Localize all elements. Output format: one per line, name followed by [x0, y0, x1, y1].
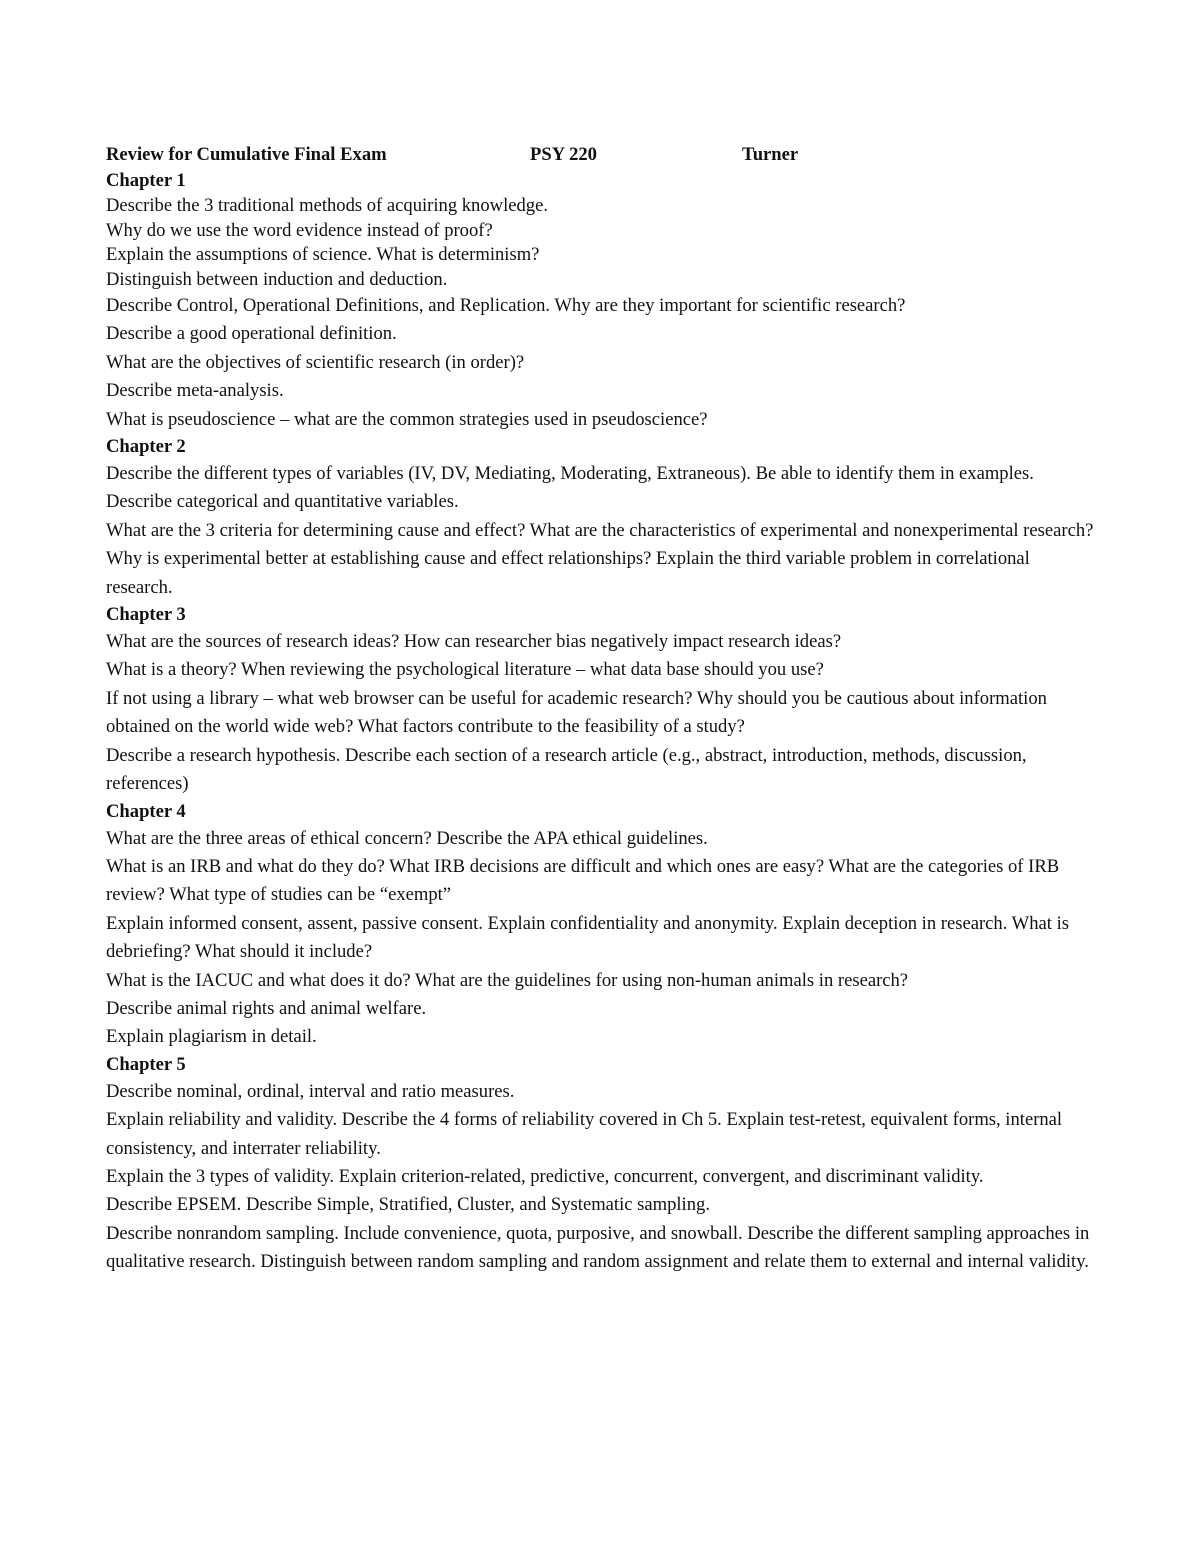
question-item: Describe animal rights and animal welfare.	[106, 997, 427, 1019]
instructor-name: Turner	[742, 144, 799, 165]
chapter-heading: Chapter 5	[106, 1053, 186, 1075]
chapter-5-section	[106, 1052, 1096, 1277]
question-item: Explain plagiarism in detail.	[106, 1026, 317, 1048]
question-item: Describe the 3 traditional methods of acquiring knowledge.	[106, 195, 548, 216]
document-header	[106, 142, 1096, 168]
question-item: What is the IACUC and what does it do? What are the guidelines for using non-human animals in research?	[106, 969, 909, 991]
question-item: Describe nonrandom sampling. Include convenience, quota, purposive, and snowball. Describe the different sampling approaches in qualitative research. Distinguish between random sampling and random assignment and relate them to external and internal validity.	[106, 1222, 1090, 1273]
question-item: What is a theory? When reviewing the psychological literature – what data base should you use?	[106, 659, 824, 681]
course-code: PSY 220	[530, 144, 597, 165]
question-item: What are the three areas of ethical concern? Describe the APA ethical guidelines.	[106, 827, 708, 849]
question-item: Explain informed consent, assent, passive consent. Explain confidentiality and anonymity. Explain deception in research. What is debriefing? What should it include?	[106, 912, 1069, 963]
chapter-heading: Chapter 2	[106, 436, 186, 458]
question-item: Why do we use the word evidence instead of proof?	[106, 219, 493, 241]
question-item: Describe nominal, ordinal, interval and ratio measures.	[106, 1080, 515, 1102]
question-item: What are the 3 criteria for determining cause and effect? What are the characteristics of experimental and nonexperimental research? Why is experimental better at establishing cause and effect relationships? Explain the third variable problem in correlational research.	[106, 519, 1094, 598]
question-item: Explain the 3 types of validity. Explain criterion-related, predictive, concurrent, convergent, and discriminant validity.	[106, 1165, 984, 1187]
chapter-1-section	[106, 168, 1096, 434]
chapter-3-section	[106, 602, 1096, 798]
question-item: Explain the assumptions of science. What is determinism?	[106, 244, 540, 265]
document-title: Review for Cumulative Final Exam	[106, 144, 387, 165]
chapter-heading: Chapter 1	[106, 170, 186, 191]
chapter-4-section	[106, 799, 1096, 1052]
question-item: If not using a library – what web browser can be useful for academic research? Why should you be cautious about information obtained on the world wide web? What factors contribute to the feasibility of a study?	[106, 687, 1047, 738]
question-item: Describe the different types of variables (IV, DV, Mediating, Moderating, Extraneous). Be able to identify them in examples. Describe categorical and quantitative variables.	[106, 463, 1034, 513]
question-item: What are the sources of research ideas? How can researcher bias negatively impact research ideas?	[106, 631, 842, 653]
question-item: Describe EPSEM. Describe Simple, Stratified, Cluster, and Systematic sampling.	[106, 1194, 710, 1216]
chapter-heading: Chapter 3	[106, 604, 186, 626]
question-item: Explain reliability and validity. Describe the 4 forms of reliability covered in Ch 5. Explain test-retest, equivalent forms, internal consistency, and interrater reliability.	[106, 1109, 1063, 1159]
question-item: Describe a research hypothesis. Describe each section of a research article (e.g., abstract, introduction, methods, discussion, references)	[106, 744, 1027, 795]
document-body	[106, 142, 1096, 1277]
question-item: What is pseudoscience – what are the common strategies used in pseudoscience?	[106, 408, 708, 430]
question-item: Describe a good operational definition.	[106, 323, 397, 345]
question-item: Describe meta-analysis.	[106, 380, 284, 402]
question-item: What are the objectives of scientific research (in order)?	[106, 351, 525, 373]
chapter-heading: Chapter 4	[106, 800, 186, 822]
question-item: Describe Control, Operational Definitions, and Replication. Why are they important for scientific research?	[106, 295, 906, 316]
question-item: What is an IRB and what do they do? What IRB decisions are difficult and which ones are easy? What are the categories of IRB review? What type of studies can be “exempt”	[106, 855, 1060, 906]
question-item: Distinguish between induction and deduction.	[106, 268, 448, 290]
chapter-2-section	[106, 434, 1096, 602]
